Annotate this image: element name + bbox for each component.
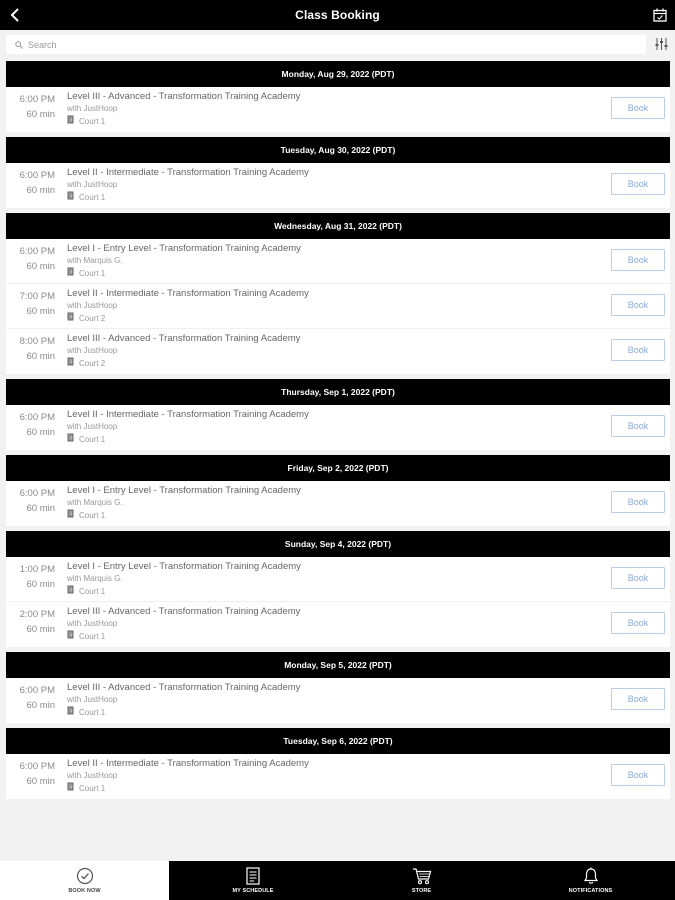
location-label: Court 1 (79, 268, 106, 278)
day-section (6, 379, 670, 450)
class-time: 6:00 PM (19, 246, 55, 257)
book-button[interactable]: Book (611, 688, 665, 710)
class-row (6, 678, 670, 723)
class-name[interactable]: Level I - Entry Level - Transformation Training Academy (67, 243, 301, 254)
day-section (6, 455, 670, 526)
book-button[interactable]: Book (611, 567, 665, 589)
tab-book-now[interactable] (0, 861, 169, 900)
tab-label: NOTIFICATIONS (568, 888, 613, 894)
class-time: 1:00 PM (19, 564, 55, 575)
class-row (6, 163, 670, 208)
top-bar (0, 0, 675, 30)
search-input[interactable] (28, 40, 608, 50)
tab-my-schedule[interactable] (169, 861, 337, 900)
class-location (67, 706, 105, 718)
day-section (6, 213, 670, 374)
class-name[interactable]: Level III - Advanced - Transformation Training Academy (67, 333, 301, 344)
class-location (67, 115, 105, 127)
class-name[interactable]: Level I - Entry Level - Transformation Training Academy (67, 561, 301, 572)
class-duration: 60 min (26, 427, 55, 438)
class-name[interactable]: Level II - Intermediate - Transformation Training Academy (67, 409, 309, 420)
day-section (6, 137, 670, 208)
class-instructor: with Marquis G. (67, 498, 123, 507)
search-row (6, 35, 669, 54)
class-instructor: with JustHoop (67, 180, 118, 189)
location-label: Court 1 (79, 116, 106, 126)
location-label: Court 1 (79, 631, 106, 641)
class-instructor: with JustHoop (67, 771, 118, 780)
class-name[interactable]: Level II - Intermediate - Transformation Training Academy (67, 167, 309, 178)
class-row (6, 481, 670, 526)
day-section (6, 652, 670, 723)
day-header: Tuesday, Sep 6, 2022 (PDT) (6, 728, 670, 754)
class-location (67, 782, 105, 794)
book-button[interactable]: Book (611, 173, 665, 195)
class-location (67, 509, 105, 521)
class-name[interactable]: Level II - Intermediate - Transformation Training Academy (67, 758, 309, 769)
calendar-button[interactable] (651, 6, 669, 24)
search-icon (15, 41, 23, 49)
schedule-icon (246, 867, 260, 885)
tab-store[interactable] (337, 861, 506, 900)
day-section (6, 728, 670, 799)
book-button[interactable]: Book (611, 339, 665, 361)
book-button[interactable]: Book (611, 415, 665, 437)
class-location (67, 357, 105, 369)
class-row (6, 284, 670, 329)
class-name[interactable]: Level III - Advanced - Transformation Training Academy (67, 682, 301, 693)
door-icon (67, 509, 74, 521)
day-section (6, 61, 670, 132)
day-header: Monday, Sep 5, 2022 (PDT) (6, 652, 670, 678)
book-button[interactable]: Book (611, 764, 665, 786)
class-duration: 60 min (26, 700, 55, 711)
class-instructor: with JustHoop (67, 619, 118, 628)
class-row (6, 405, 670, 450)
class-time: 6:00 PM (19, 761, 55, 772)
day-header: Friday, Sep 2, 2022 (PDT) (6, 455, 670, 481)
class-row (6, 754, 670, 799)
day-header: Thursday, Sep 1, 2022 (PDT) (6, 379, 670, 405)
class-instructor: with Marquis G. (67, 574, 123, 583)
class-row (6, 87, 670, 132)
class-time: 6:00 PM (19, 94, 55, 105)
class-location (67, 191, 105, 203)
class-duration: 60 min (26, 185, 55, 196)
class-duration: 60 min (26, 351, 55, 362)
day-header: Wednesday, Aug 31, 2022 (PDT) (6, 213, 670, 239)
door-icon (67, 585, 74, 597)
day-header: Tuesday, Aug 30, 2022 (PDT) (6, 137, 670, 163)
class-duration: 60 min (26, 109, 55, 120)
cart-icon (412, 867, 432, 885)
class-row (6, 557, 670, 602)
door-icon (67, 267, 74, 279)
back-button[interactable] (6, 6, 24, 24)
class-duration: 60 min (26, 776, 55, 787)
class-duration: 60 min (26, 579, 55, 590)
class-time: 8:00 PM (19, 336, 55, 347)
class-duration: 60 min (26, 261, 55, 272)
class-duration: 60 min (26, 306, 55, 317)
day-header: Sunday, Sep 4, 2022 (PDT) (6, 531, 670, 557)
book-button[interactable]: Book (611, 97, 665, 119)
class-location (67, 267, 105, 279)
class-time: 6:00 PM (19, 412, 55, 423)
check-circle-icon (76, 867, 94, 885)
class-instructor: with JustHoop (67, 104, 118, 113)
tab-label: BOOK NOW (68, 888, 101, 894)
door-icon (67, 357, 74, 369)
location-label: Court 1 (79, 783, 106, 793)
book-button[interactable]: Book (611, 491, 665, 513)
bottom-nav (0, 861, 675, 900)
book-button[interactable]: Book (611, 249, 665, 271)
class-location (67, 630, 105, 642)
class-location (67, 585, 105, 597)
class-instructor: with JustHoop (67, 422, 118, 431)
door-icon (67, 433, 74, 445)
door-icon (67, 115, 74, 127)
day-section (6, 531, 670, 647)
door-icon (67, 630, 74, 642)
class-row (6, 329, 670, 374)
tab-notifications[interactable] (506, 861, 675, 900)
class-instructor: with JustHoop (67, 695, 118, 704)
class-time: 6:00 PM (19, 170, 55, 181)
class-row (6, 602, 670, 647)
class-location (67, 433, 105, 445)
location-label: Court 1 (79, 586, 106, 596)
location-label: Court 2 (79, 358, 106, 368)
book-button[interactable]: Book (611, 294, 665, 316)
filter-button[interactable] (653, 36, 669, 52)
chevron-left-icon (10, 8, 20, 22)
day-header: Monday, Aug 29, 2022 (PDT) (6, 61, 670, 87)
class-name[interactable]: Level III - Advanced - Transformation Training Academy (67, 91, 301, 102)
class-location (67, 312, 105, 324)
class-name[interactable]: Level I - Entry Level - Transformation Training Academy (67, 485, 301, 496)
class-duration: 60 min (26, 503, 55, 514)
class-instructor: with JustHoop (67, 301, 118, 310)
class-instructor: with JustHoop (67, 346, 118, 355)
class-instructor: with Marquis G. (67, 256, 123, 265)
class-time: 2:00 PM (19, 609, 55, 620)
door-icon (67, 782, 74, 794)
class-time: 7:00 PM (19, 291, 55, 302)
location-label: Court 1 (79, 192, 106, 202)
class-duration: 60 min (26, 624, 55, 635)
door-icon (67, 191, 74, 203)
class-row (6, 239, 670, 284)
tab-label: MY SCHEDULE (232, 888, 274, 894)
location-label: Court 1 (79, 434, 106, 444)
page-title: Class Booking (295, 8, 380, 22)
calendar-icon (653, 8, 667, 22)
bell-icon (583, 867, 599, 885)
class-name[interactable]: Level II - Intermediate - Transformation Training Academy (67, 288, 309, 299)
class-name[interactable]: Level III - Advanced - Transformation Training Academy (67, 606, 301, 617)
location-label: Court 1 (79, 510, 106, 520)
class-time: 6:00 PM (19, 488, 55, 499)
class-time: 6:00 PM (19, 685, 55, 696)
class-list (6, 61, 670, 804)
search-box (6, 35, 646, 54)
location-label: Court 1 (79, 707, 106, 717)
tab-label: STORE (411, 888, 432, 894)
book-button[interactable]: Book (611, 612, 665, 634)
filter-sliders-icon (655, 38, 668, 50)
door-icon (67, 312, 74, 324)
location-label: Court 2 (79, 313, 106, 323)
door-icon (67, 706, 74, 718)
